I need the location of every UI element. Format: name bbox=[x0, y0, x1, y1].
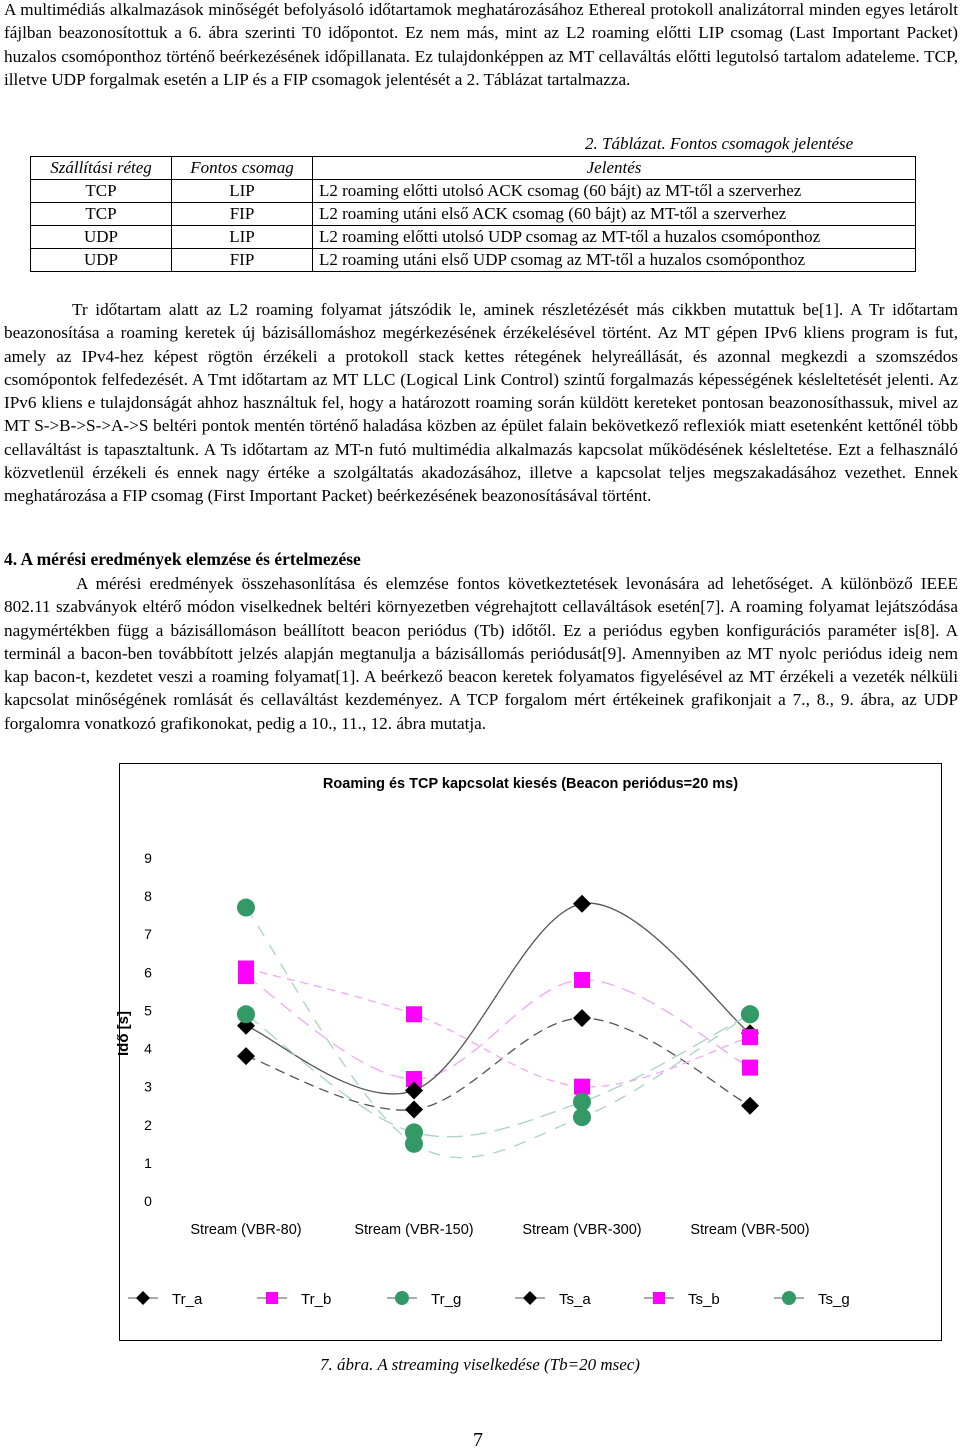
chart-svg bbox=[115, 764, 941, 1340]
chart-container bbox=[115, 763, 942, 1341]
section-heading: 4. A mérési eredmények elemzése és értelmezése bbox=[4, 549, 361, 569]
data-point bbox=[405, 1123, 423, 1141]
data-point bbox=[573, 895, 591, 913]
data-point bbox=[742, 1060, 758, 1076]
data-point bbox=[238, 961, 254, 977]
table-header-row bbox=[31, 157, 916, 180]
table-row bbox=[31, 249, 916, 272]
y-tick-label: 8 bbox=[144, 888, 152, 905]
y-tick-label: 3 bbox=[144, 1078, 152, 1095]
paragraph-durations: Tr időtartam alatt az L2 roaming folyamat játszódik le, aminek részletézését más cikkben mutattuk be[1]. A Tr időtartam beazonosítása a roaming keretek új bázisállomáshoz megérkezésének érzékelésével történt. Az MT gépen IPv6 kliens program is fut, amely az IPv4-hez képest rögtön érzékeli a protokoll stack kettes rétegének helyreállását, és azonnal megkezdi a szomszédos csomópontok felfedezését. A Tmt időtartam az MT LLC (Logical Link Control) szintű forgalmazás képességének késleltetését jelenti. Az IPv6 kliens e tulajdonságát ahhoz használtuk fel, hogy a határozott roaming során küldött kereteket pontosan beazonosíthassuk, mivel az MT S->B->S->A->S beltéri pontok mentén történő haladása közben az épület falain bekövetkező reflexiók miatt esetenként kettőnél több cellaváltást is tapasztaltunk. A Ts időtartam az MT-n futó multimédia alkalmazás kapcsolat működésének késleltetése. Ezt a felhasználó közvetlenül érzékeli és ennek nagy értéke a szolgáltatás akadozásához, illetve a kapcsolat teljes megszakadásához vezethet. Ennek meghatározása a FIP csomag (First Important Packet) beérkezésének beazonosításával történt. bbox=[4, 300, 958, 506]
series-line bbox=[246, 976, 750, 1079]
figure-caption: 7. ábra. A streaming viselkedése (Tb=20 msec) bbox=[320, 1355, 640, 1374]
data-point bbox=[405, 1101, 423, 1119]
table-cell: L2 roaming előtti utolsó UDP csomag az MT-től a huzalos csomóponthoz bbox=[313, 226, 916, 249]
data-point bbox=[573, 1009, 591, 1027]
legend-marker bbox=[136, 1291, 150, 1305]
y-tick-label: 1 bbox=[144, 1154, 152, 1171]
table-cell: UDP bbox=[31, 249, 172, 272]
table-cell: UDP bbox=[31, 226, 172, 249]
legend-marker bbox=[266, 1292, 278, 1304]
x-tick-label: Stream (VBR-300) bbox=[522, 1222, 642, 1238]
legend-marker bbox=[782, 1291, 796, 1305]
table-header: Jelentés bbox=[313, 157, 916, 180]
series-line bbox=[246, 1018, 750, 1110]
legend-label: Ts_b bbox=[688, 1291, 720, 1308]
page-number: 7 bbox=[473, 1429, 483, 1451]
paragraph-intro: A multimédiás alkalmazások minőségét befolyásoló időtartamok meghatározásához Ethereal protokoll analizátorral minden egyes letárolt fájlban beazonosítottuk a 6. ábra szerinti T0 időpontot. Ez nem más, mint az L2 roaming előtti LIP csomag (Last Important Packet) huzalos csomóponthoz történő beérkezésének időpillanata. Ez tulajdonképpen az MT cellaváltás előtti legutolsó tartalom adateleme. TCP, illetve UDP forgalmak esetén a LIP és a FIP csomagok jelentését a 2. Táblázat tartalmazza. bbox=[4, 0, 958, 89]
data-point bbox=[741, 1005, 759, 1023]
y-tick-label: 6 bbox=[144, 964, 152, 981]
table-row bbox=[31, 203, 916, 226]
y-tick-label: 4 bbox=[144, 1040, 152, 1057]
table-cell: L2 roaming utáni első UDP csomag az MT-től a huzalos csomóponthoz bbox=[313, 249, 916, 272]
y-tick-label: 5 bbox=[144, 1002, 152, 1019]
data-point bbox=[573, 1093, 591, 1111]
table-row bbox=[31, 180, 916, 203]
legend-marker bbox=[395, 1291, 409, 1305]
table-caption: 2. Táblázat. Fontos csomagok jelentése bbox=[585, 134, 854, 153]
data-point bbox=[742, 1029, 758, 1045]
legend-marker bbox=[523, 1291, 537, 1305]
table-row bbox=[31, 226, 916, 249]
series-line bbox=[246, 908, 750, 1158]
legend-label: Ts_a bbox=[559, 1291, 591, 1308]
table-cell: TCP bbox=[31, 203, 172, 226]
table-cell: L2 roaming utáni első ACK csomag (60 bájt) az MT-től a szerverhez bbox=[313, 203, 916, 226]
y-tick-label: 0 bbox=[144, 1193, 152, 1209]
chart-title: Roaming és TCP kapcsolat kiesés (Beacon periódus=20 ms) bbox=[322, 776, 739, 792]
packets-table bbox=[30, 156, 916, 272]
series-line bbox=[246, 1014, 750, 1136]
legend-label: Ts_g bbox=[818, 1291, 850, 1308]
legend-label: Tr_b bbox=[301, 1291, 332, 1308]
y-tick-label: 7 bbox=[144, 926, 152, 943]
x-tick-label: Stream (VBR-80) bbox=[190, 1222, 302, 1238]
legend-label: Tr_a bbox=[172, 1291, 203, 1308]
table-cell: LIP bbox=[172, 180, 313, 203]
paragraph-results: A mérési eredmények összehasonlítása és elemzése fontos következtetések levonására ad lehetőséget. A különböző IEEE 802.11 szabványok eltérő módon viselkednek beltéri környezetben végrehajtott cellaváltások esetén[7]. A roaming folyamat lejátszódása nagymértékben függ a bázisállomáson beállított beacon periódus (Tb) időtől. Ez a periódus egyben konfigurációs paraméter is[8]. A terminál a bacon-ben továbbított jelzés alapján megtanulja a bázisállomás periódusát[9]. Amennyiben az MT nyolc periódus ideig nem kap bacon-t, kezdetet veszi a roaming folyamat[1]. A beérkező beacon keretek folyamatos figyelésével az MT érzékeli a vezeték nélküli kapcsolat minőségének romlását és cellaváltást kezdeményez. A TCP forgalom mért értékeinek grafikonjait a 7., 8., 9. ábra, az UDP forgalomra vonatkozó grafikonokat, pedig a 10., 11., 12. ábra mutatja. bbox=[4, 574, 958, 733]
table-cell: FIP bbox=[172, 203, 313, 226]
data-point bbox=[237, 899, 255, 917]
legend-label: Tr_g bbox=[431, 1291, 462, 1308]
data-point bbox=[237, 1005, 255, 1023]
table-cell: L2 roaming előtti utolsó ACK csomag (60 bájt) az MT-től a szerverhez bbox=[313, 180, 916, 203]
data-point bbox=[237, 1047, 255, 1065]
data-point bbox=[741, 1097, 759, 1115]
data-point bbox=[406, 1006, 422, 1022]
x-tick-label: Stream (VBR-150) bbox=[354, 1222, 474, 1238]
table-cell: TCP bbox=[31, 180, 172, 203]
table-header: Fontos csomag bbox=[172, 157, 313, 180]
table-cell: FIP bbox=[172, 249, 313, 272]
y-axis-label: Idő [s] bbox=[115, 1011, 132, 1056]
table-cell: LIP bbox=[172, 226, 313, 249]
data-point bbox=[574, 972, 590, 988]
table-header: Szállítási réteg bbox=[31, 157, 172, 180]
series-line bbox=[246, 969, 750, 1087]
data-point bbox=[574, 1079, 590, 1095]
y-tick-label: 9 bbox=[144, 850, 152, 866]
y-tick-label: 2 bbox=[144, 1116, 152, 1133]
legend-marker bbox=[653, 1292, 665, 1304]
x-tick-label: Stream (VBR-500) bbox=[690, 1222, 810, 1238]
